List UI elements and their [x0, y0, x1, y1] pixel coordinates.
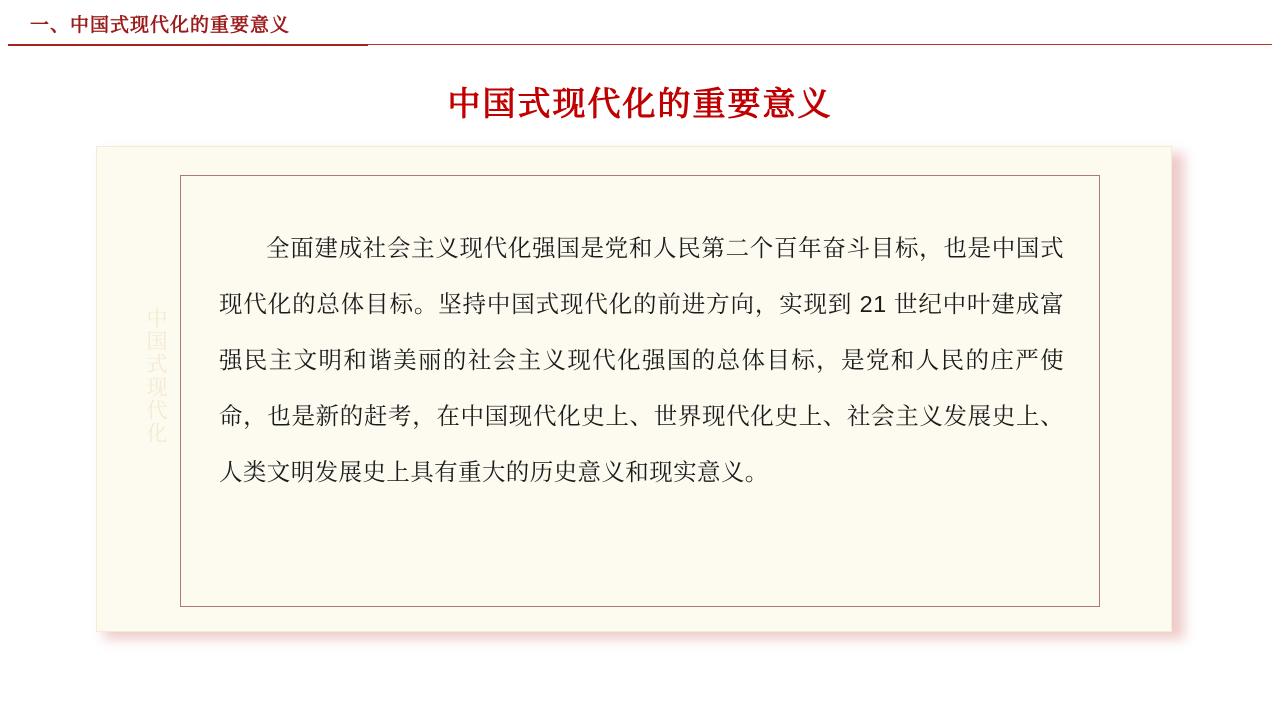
- page-title: 中国式现代化的重要意义: [447, 85, 833, 122]
- content-inner-frame: [180, 175, 1100, 607]
- watermark-text: 中国式现代化: [144, 307, 168, 445]
- content-card: [96, 146, 1172, 632]
- body-paragraph: 全面建成社会主义现代化强国是党和人民第二个百年奋斗目标，也是中国式现代化的总体目标。坚持中国式现代化的前进方向，实现到 21 世纪中叶建成富强民主文明和谐美丽的社会主义现代化强国的总体目标，是党和人民的庄严使命，也是新的赶考，在中国现代化史上、世界现代化史上、社会主义发展史上、人类文明发展史上具有重大的历史意义和现实意义。: [219, 235, 1064, 485]
- header-divider-accent: [8, 44, 368, 46]
- section-label: 一、中国式现代化的重要意义: [30, 15, 291, 36]
- slide-header: [0, 0, 1280, 46]
